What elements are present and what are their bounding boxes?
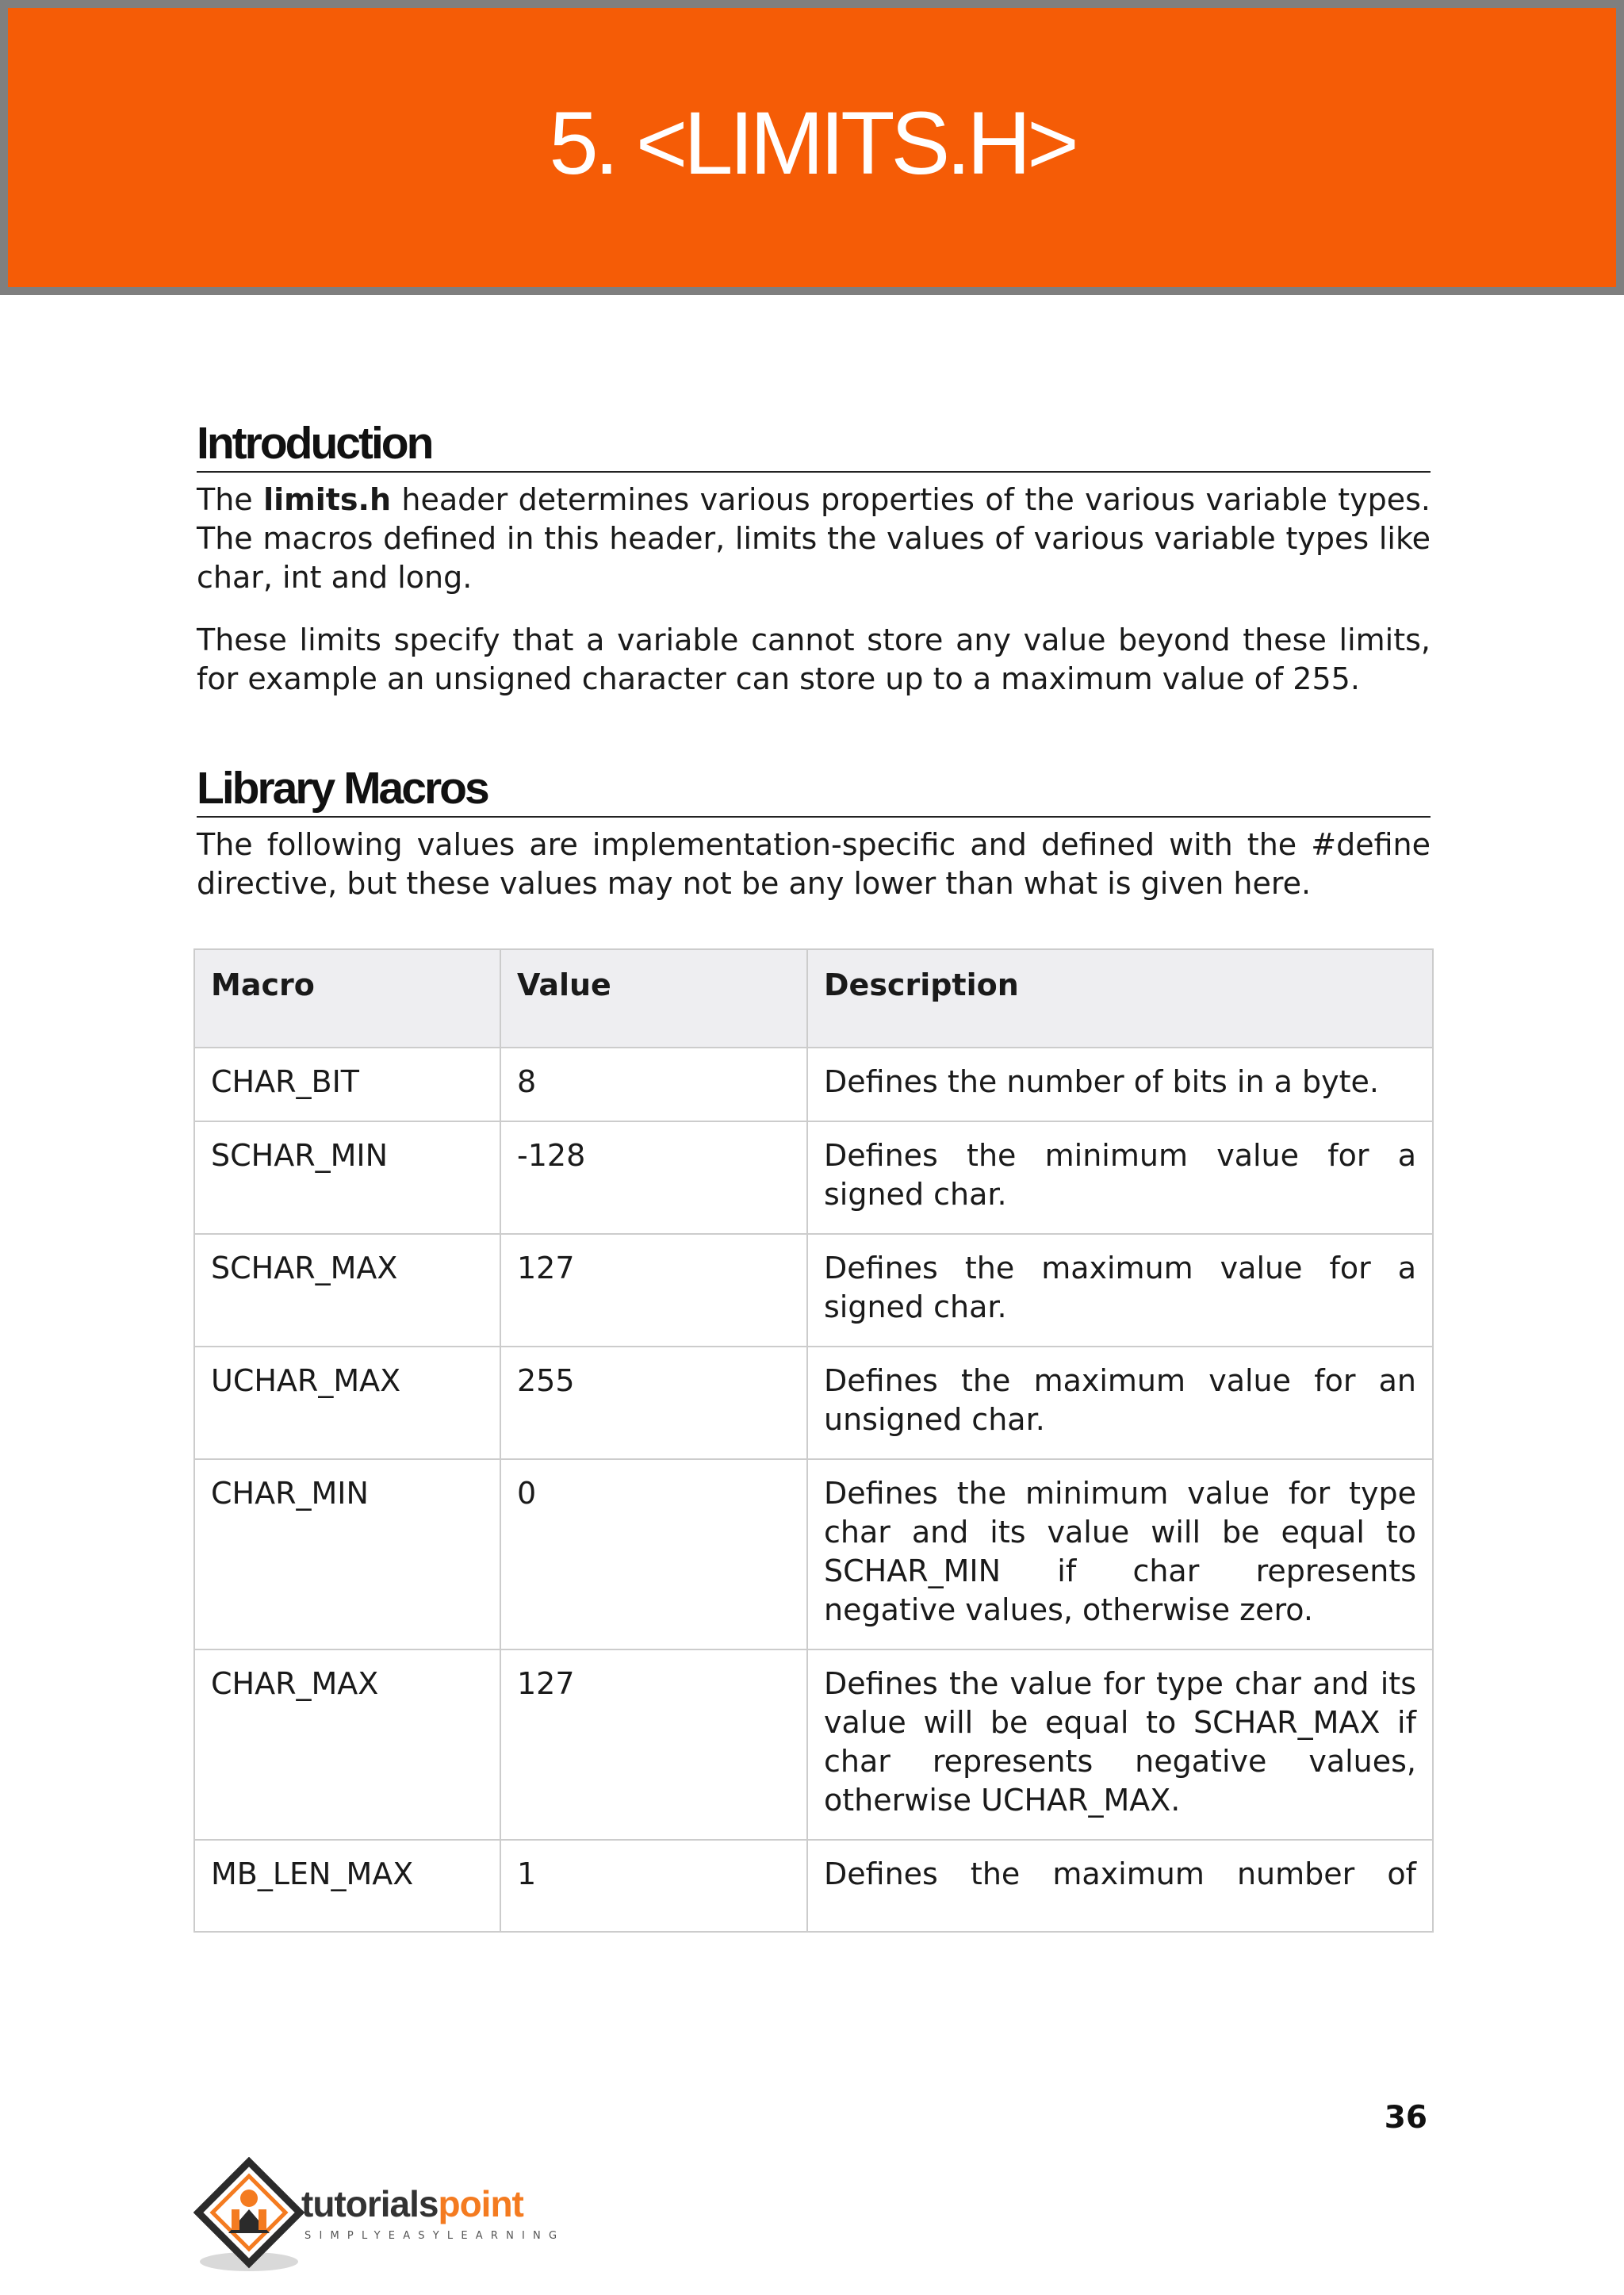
description-cell: Defines the number of bits in a byte. (807, 1048, 1433, 1121)
chapter-title: 5. <LIMITS.H> (549, 93, 1075, 193)
table-row (194, 1347, 1433, 1459)
value-cell: 8 (500, 1048, 807, 1121)
table-row (194, 1234, 1433, 1347)
value-cell: -128 (500, 1121, 807, 1234)
logo-diamond-icon (193, 2157, 304, 2276)
value-cell: 0 (500, 1459, 807, 1649)
value-cell: 255 (500, 1347, 807, 1459)
macro-cell: MB_LEN_MAX (194, 1840, 500, 1932)
library-macros-heading: Library Macros (197, 765, 1431, 818)
table-row (194, 1121, 1433, 1234)
column-header-value: Value (500, 949, 807, 1048)
logo-wordmark-part-1: tutorials (301, 2183, 439, 2224)
table-header-row (194, 949, 1433, 1048)
macro-cell: SCHAR_MAX (194, 1234, 500, 1347)
table-row (194, 1048, 1433, 1121)
column-header-macro: Macro (194, 949, 500, 1048)
intro-paragraph-2: These limits specify that a variable cannot store any value beyond these limits, for example an unsigned character can store up to a maximum value of 255. (197, 622, 1431, 696)
logo-wordmark (301, 2183, 523, 2224)
intro-paragraph-1 (197, 481, 1431, 597)
description-cell: Defines the maximum value for a signed char. (807, 1234, 1433, 1347)
macros-paragraph: The following values are implementation-specific and defined with the #define directive, but these values may not be any lower than what is given here. (197, 826, 1431, 901)
value-cell: 1 (500, 1840, 807, 1932)
description-cell: Defines the minimum value for type char and its value will be equal to SCHAR_MIN if char represents negative values, otherwise zero. (807, 1459, 1433, 1649)
introduction-section (197, 420, 1431, 699)
macro-cell: CHAR_BIT (194, 1048, 500, 1121)
macros-table (193, 948, 1434, 1933)
intro-p1-pre: The (197, 481, 264, 517)
description-cell: Defines the maximum number of (807, 1840, 1433, 1932)
limits-h-term: limits.h (263, 481, 392, 517)
introduction-heading: Introduction (197, 420, 1431, 473)
macro-cell: SCHAR_MIN (194, 1121, 500, 1234)
tutorialspoint-logo (193, 2157, 574, 2276)
macro-cell: CHAR_MIN (194, 1459, 500, 1649)
table-row (194, 1840, 1433, 1932)
table-row (194, 1459, 1433, 1649)
intro-p1-post: header determines various properties of the various variable types. The macros defined in this header, limits the values of various variable types like char, int and long. (197, 481, 1431, 595)
chapter-banner (0, 0, 1624, 295)
logo-tagline: SIMPLYEASYLEARNING (304, 2230, 565, 2242)
library-macros-section (197, 765, 1431, 903)
value-cell: 127 (500, 1234, 807, 1347)
table-row (194, 1649, 1433, 1840)
value-cell: 127 (500, 1649, 807, 1840)
macro-cell: CHAR_MAX (194, 1649, 500, 1840)
page-number: 36 (1384, 2100, 1427, 2136)
description-cell: Defines the minimum value for a signed char. (807, 1121, 1433, 1234)
description-cell: Defines the value for type char and its value will be equal to SCHAR_MAX if char represents negative values, otherwise UCHAR_MAX. (807, 1649, 1433, 1840)
column-header-description: Description (807, 949, 1433, 1048)
description-cell: Defines the maximum value for an unsigned char. (807, 1347, 1433, 1459)
logo-wordmark-part-2: point (438, 2183, 523, 2224)
macro-cell: UCHAR_MAX (194, 1347, 500, 1459)
